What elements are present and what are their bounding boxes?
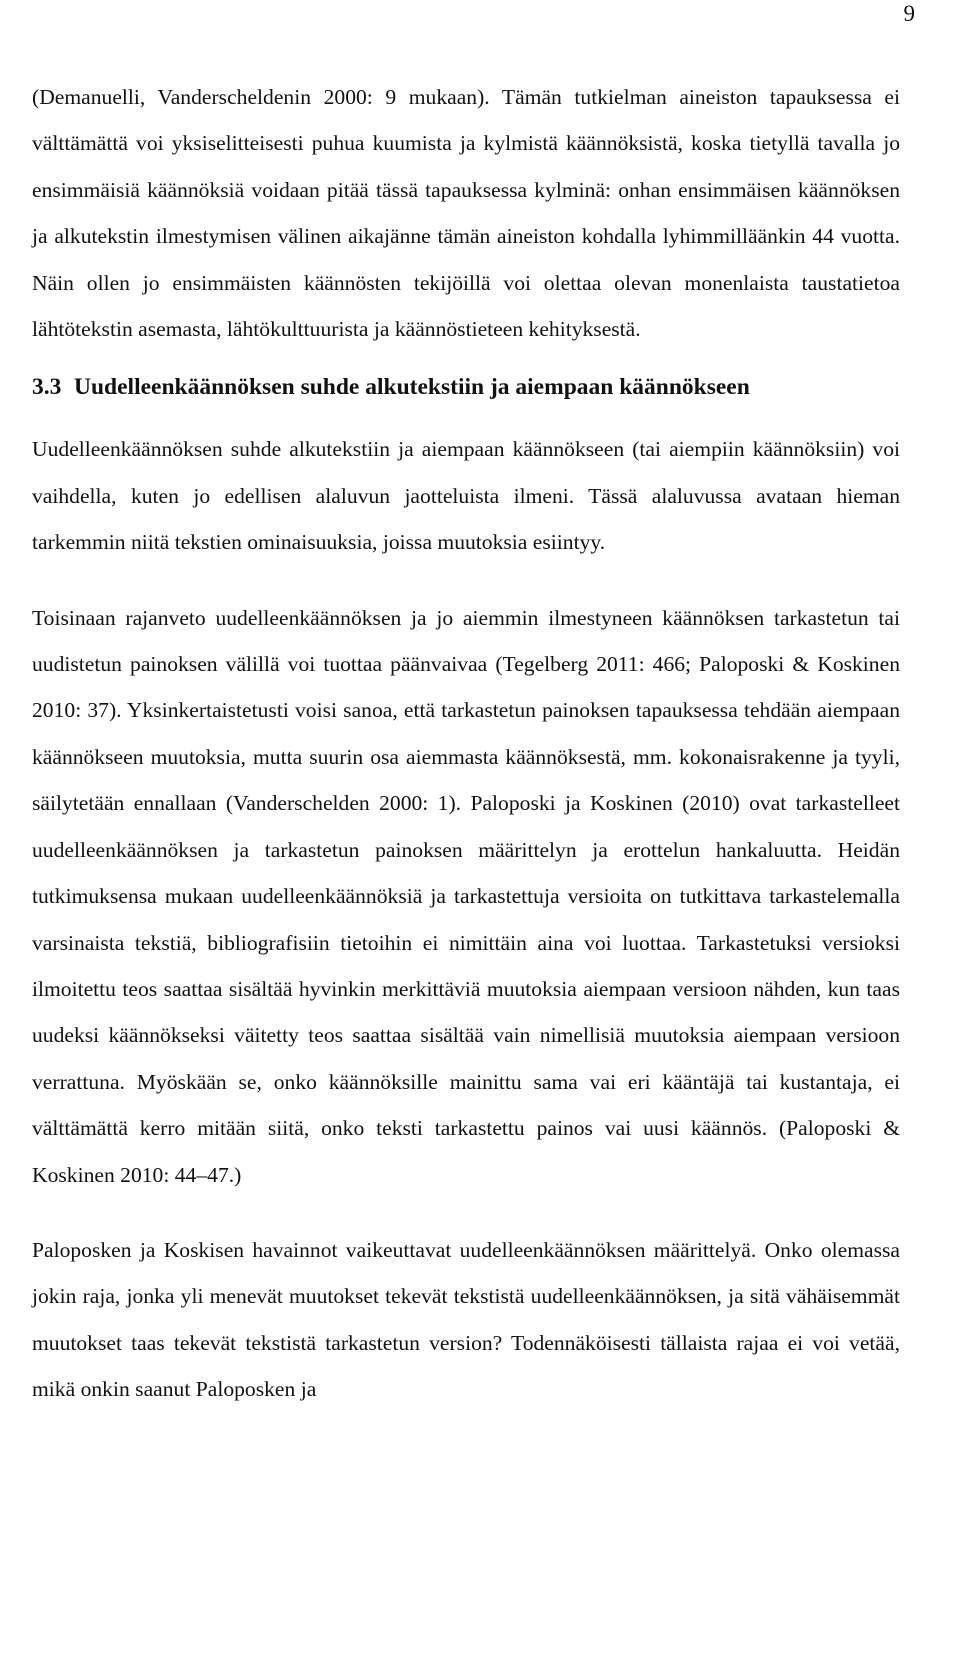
section-heading — [32, 364, 900, 410]
paragraph-gap — [32, 1198, 900, 1227]
document-body — [32, 74, 900, 1413]
paragraph-revision-discussion: Toisinaan rajanveto uudelleenkäännöksen ja jo aiemmin ilmestyneen käännöksen tarkastetun tai uudistetun painoksen välillä voi tuottaa päänvaivaa (Tegelberg 2011: 466; Paloposki & Koskinen 2010: 37). Yksinkertaistetusti voisi sanoa, että tarkastetun painoksen tapauksessa tehdään aiempaan käännökseen muutoksia, mutta suurin osa aiemmasta käännöksestä, mm. kokonaisrakenne ja tyyli, säilytetään ennallaan (Vanderschelden 2000: 1). Paloposki ja Koskinen (2010) ovat tarkastelleet uudelleenkäännöksen ja tarkastetun painoksen määrittelyn ja erottelun hankaluutta. Heidän tutkimuksensa mukaan uudelleenkäännöksiä ja tarkastettuja versioita on tutkittava tarkastelemalla varsinaista tekstiä, bibliografisiin tietoihin ei nimittäin aina voi luottaa. Tarkastetuksi versioksi ilmoitettu teos saattaa sisältää hyvinkin merkittäviä muutoksia aiempaan versioon nähden, kun taas uudeksi käännökseksi väitetty teos saattaa sisältää vain nimellisiä muutoksia aiempaan versioon verrattuna. Myöskään se, onko käännöksille mainittu sama vai eri kääntäjä tai kustantaja, ei välttämättä kerro mitään siitä, onko teksti tarkastettu painos vai uusi käännös. (Paloposki & Koskinen 2010: 44–47.) — [32, 605, 900, 1187]
section-title: Uudelleenkäännöksen suhde alkutekstiin ja aiempaan käännökseen — [74, 374, 750, 401]
section-number: 3.3 — [32, 374, 62, 401]
paragraph-intro: (Demanuelli, Vanderscheldenin 2000: 9 mukaan). Tämän tutkielman aineiston tapauksessa ei välttämättä voi yksiselitteisesti puhua kuumista ja kylmistä käännöksistä, koska tietyllä tavalla jo ensimmäisiä käännöksiä voidaan pitää tässä tapauksessa kylminä: onhan ensimmäisen käännöksen ja alkutekstin ilmestymisen välinen aikajänne tämän aineiston kohdalla lyhimmilläänkin 44 vuotta. Näin ollen jo ensimmäisten käännösten tekijöillä voi olettaa olevan monenlaista taustatietoa lähtötekstin asemasta, lähtökulttuurista ja käännöstieteen kehityksestä. — [32, 85, 900, 342]
paragraph-section-intro: Uudelleenkäännöksen suhde alkutekstiin ja aiempaan käännökseen (tai aiempiin käännöksiin) voi vaihdella, kuten jo edellisen alaluvun jaotteluista ilmeni. Tässä alaluvussa avataan hieman tarkemmin niitä tekstien ominaisuuksia, joissa muutoksia esiintyy. — [32, 437, 900, 555]
page-number: 9 — [903, 1, 915, 26]
paragraph-definition-question: Paloposken ja Koskisen havainnot vaikeuttavat uudelleenkäännöksen määrittelyä. Onko olemassa jokin raja, jonka yli menevät muutokset tekevät tekstistä uudelleenkäännöksen, ja sitä vähäisemmät muutokset taas tekevät tekstistä tarkastetun version? Todennäköisesti tällaista rajaa ei voi vetää, mikä onkin saanut Paloposken ja — [32, 1237, 900, 1402]
paragraph-gap — [32, 566, 900, 595]
